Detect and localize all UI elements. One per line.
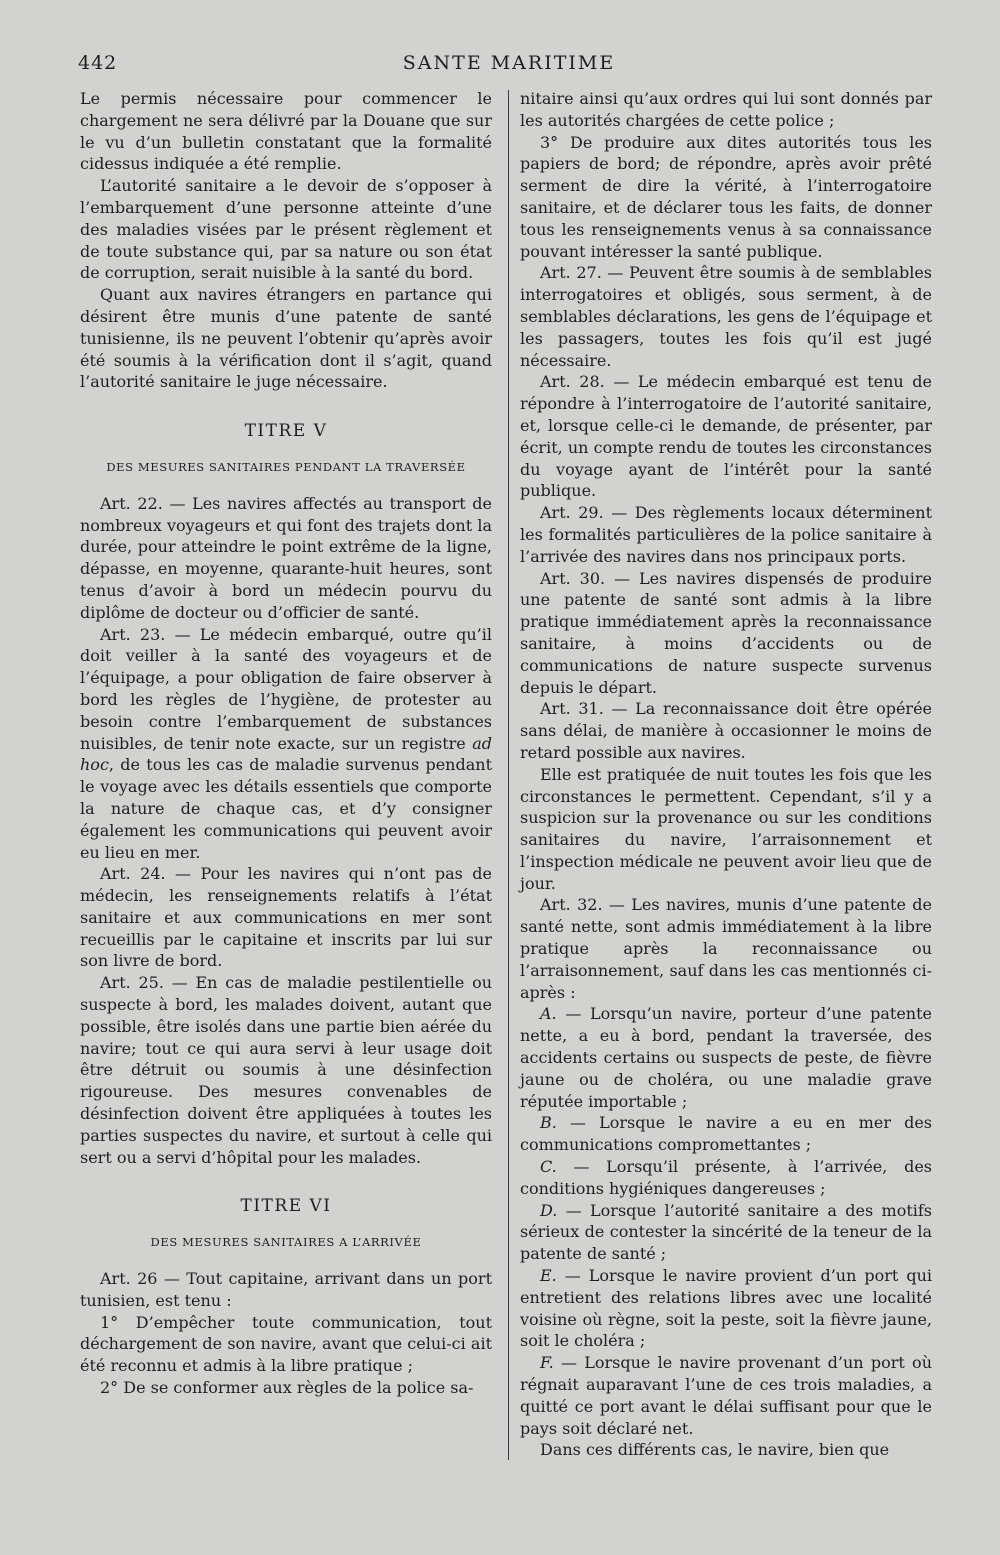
section-subtitle-5: DES MESURES SANITAIRES PENDANT LA TRAVERSÉE (106, 459, 466, 474)
case-f-text: — Lorsque le navire provenant d’un port où régnait auparavant l’une de ces trois maladies, a quitté ce port avant le délai suffisant pour que le pays soit déclaré net. (520, 1353, 932, 1438)
running-title: SANTE MARITIME (402, 52, 616, 74)
case-b-letter: B. (540, 1113, 557, 1133)
article-30: Art. 30. — Les navires dispensés de produire une patente de santé sont admis à la libre pratique immédiatement après la reconnaissance sanitaire, à moins d’accidents ou de communications de nature suspecte survenus depuis le départ. (520, 568, 932, 697)
case-e (520, 1265, 932, 1352)
case-f-letter: F. (540, 1353, 554, 1373)
paragraph-last: Dans ces différents cas, le navire, bien que (540, 1440, 890, 1460)
case-a (520, 1003, 932, 1112)
article-26-item-3: 3° De produire aux dites autorités tous les papiers de bord; de répondre, après avoir prêté serment de dire la vérité, à l’interrogatoire sanitaire, et de déclarer tous les faits, de donner tous les renseignements venus à sa connaissance pouvant intéresser la santé publique. (520, 132, 932, 261)
article-31-paragraph: Elle est pratiquée de nuit toutes les fois que les circonstances le permettent. Cependant, s’il y a suspicion sur la provenance ou sur les conditions sanitaires du navire, l’arraisonnement et l’inspection médicale ne peuvent avoir lieu que de jour. (520, 764, 932, 893)
page-number: 442 (78, 52, 118, 74)
article-27: Art. 27. — Peuvent être soumis à de semblables interrogatoires et obligés, sous serment, à de semblables déclarations, les gens de l’équipage et les passagers, toutes les fois qu’il est jugé nécessaire. (520, 263, 932, 370)
column-divider (508, 90, 509, 1460)
section-title-6: TITRE VI (240, 1196, 332, 1217)
article-32: Art. 32. — Les navires, munis d’une patente de santé nette, sont admis immédiatement à la libre pratique après la reconnaissance ou l’arraisonnement, sauf dans les cas mentionnés ci-après : (520, 895, 932, 1002)
case-c (520, 1156, 932, 1200)
article-22: Art. 22. — Les navires affectés au transport de nombreux voyageurs et qui font des trajets dont la durée, pour atteindre le point extrême de la ligne, dépasse, en moyenne, quarante-huit heures, sont tenus d’avoir à bord un médecin pourvu du diplôme de docteur ou d’officier de santé. (80, 493, 492, 622)
section-subtitle-6: DES MESURES SANITAIRES A L’ARRIVÉE (150, 1235, 422, 1250)
article-23-text: Art. 23. — Le médecin embarqué, outre qu’il doit veiller à la santé des voyageurs et de l’équipage, a pour obligation de faire observer à bord les règles de l’hygiène, de protester au besoin contre l’embarquement de substances nuisibles, de tenir note exacte, sur un registre (80, 624, 492, 753)
case-d (520, 1200, 932, 1265)
paragraph: Le permis nécessaire pour commencer le chargement ne sera délivré par la Douane que sur le vu d’un bulletin constatant que la formalité cidessus indiquée a été remplie. (80, 89, 492, 174)
case-c-letter: C. (540, 1157, 557, 1177)
left-column (80, 88, 492, 1399)
paragraph: Quant aux navires étrangers en partance qui désirent être munis d’une patente de santé tunisienne, ils ne peuvent l’obtenir qu’après avoir été soumis à la vérification dont il s’agit, quand l’autorité sanitaire le juge nécessaire. (80, 285, 492, 392)
case-e-text: — Lorsque le navire provient d’un port qui entretient des relations libres avec une localité voisine où règne, soit la peste, soit la fièvre jaune, soit le choléra ; (520, 1266, 932, 1351)
section-title-5: TITRE V (244, 421, 328, 442)
paragraph-continued: nitaire ainsi qu’aux ordres qui lui sont donnés par les autorités chargées de cette police ; (520, 89, 932, 130)
article-28: Art. 28. — Le médecin embarqué est tenu de répondre à l’interrogatoire de l’autorité sanitaire, et, lorsque celle-ci le demande, de présenter, par écrit, un compte rendu de toutes les circonstances du voyage ayant de l’intérêt pour la santé publique. (520, 372, 932, 501)
article-23-italic: ad hoc (80, 733, 492, 775)
case-b-text: — Lorsque le navire a eu en mer des communications compromettantes ; (520, 1113, 932, 1155)
article-26: Art. 26 — Tout capitaine, arrivant dans un port tunisien, est tenu : (80, 1269, 492, 1310)
paragraph: L’autorité sanitaire a le devoir de s’opposer à l’embarquement d’une personne atteinte d’une des maladies visées par le présent règlement et de toute substance qui, par sa nature ou son état de corruption, serait nuisible à la santé du bord. (80, 176, 492, 283)
case-a-text: — Lorsqu’un navire, porteur d’une patente nette, a eu à bord, pendant la traversée, des accidents certains ou suspects de peste, de fièvre jaune ou de choléra, ou une maladie grave réputée importable ; (520, 1004, 932, 1111)
right-column (520, 88, 932, 1461)
article-25: Art. 25. — En cas de maladie pestilentielle ou suspecte à bord, les malades doivent, autant que possible, être isolés dans une partie bien aérée du navire; tout ce qui aura servi à leur usage doit être détruit ou soumis à une désinfection rigoureuse. Des mesures convenables de désinfection doivent être appliquées à toutes les parties suspectes du navire, et surtout à celle qui sert ou a servi d’hôpital pour les malades. (80, 973, 492, 1167)
article-31: Art. 31. — La reconnaissance doit être opérée sans délai, de manière à occasionner le moins de retard possible aux navires. (520, 699, 932, 762)
case-a-letter: A. (540, 1004, 557, 1024)
case-c-text: — Lorsqu’il présente, à l’arrivée, des conditions hygiéniques dangereuses ; (520, 1157, 932, 1198)
case-d-letter: D. (540, 1200, 558, 1220)
case-f (520, 1352, 932, 1439)
article-23 (80, 624, 492, 864)
case-e-letter: E. (540, 1266, 557, 1286)
article-26-item-1: 1° D’empêcher toute communication, tout déchargement de son navire, avant que celui-ci ait été reconnu et admis à la libre pratique ; (80, 1312, 492, 1376)
page-header (78, 52, 940, 82)
article-26-item-2: 2° De se conformer aux règles de la police sa- (100, 1378, 474, 1398)
article-29: Art. 29. — Des règlements locaux déterminent les formalités particulières de la police sanitaire à l’arrivée des navires dans nos principaux ports. (520, 503, 932, 566)
article-24: Art. 24. — Pour les navires qui n’ont pas de médecin, les renseignements relatifs à l’état sanitaire et aux communications en mer sont recueillis par le capitaine et inscrits par lui sur son livre de bord. (80, 864, 492, 971)
case-b (520, 1112, 932, 1156)
article-23-text-end: , de tous les cas de maladie survenus pendant le voyage avec les détails essentiels que comporte la nature de chaque cas, et d’y consigner également les communications qui peuvent avoir eu lieu en mer. (80, 755, 492, 862)
case-d-text: — Lorsque l’autorité sanitaire a des motifs sérieux de contester la sincérité de la teneur de la patente de santé ; (520, 1200, 932, 1264)
